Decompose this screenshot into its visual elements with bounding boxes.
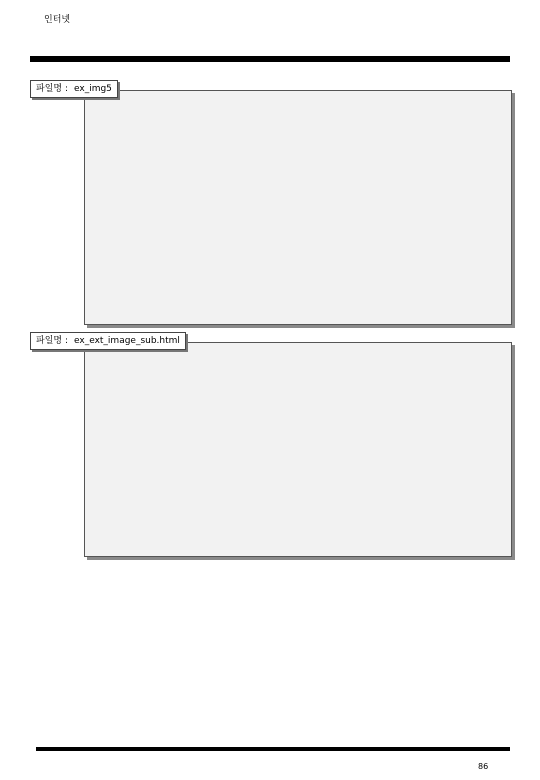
page-number: 86 xyxy=(478,762,489,771)
file-label-ex-ext-image-sub xyxy=(30,332,186,350)
file-name: ex_img5 xyxy=(73,84,112,94)
file-label-ex-img5 xyxy=(30,80,118,98)
bottom-rule xyxy=(36,747,510,751)
top-rule xyxy=(30,56,510,62)
code-block-ex-ext-image-sub xyxy=(84,342,512,557)
file-label-prefix: 파일명 : xyxy=(36,336,68,346)
page-header-title: 인터넷 xyxy=(44,15,71,25)
code-block-ex-img5 xyxy=(84,90,512,325)
file-name: ex_ext_image_sub.html xyxy=(73,336,180,346)
file-label-prefix: 파일명 : xyxy=(36,84,68,94)
